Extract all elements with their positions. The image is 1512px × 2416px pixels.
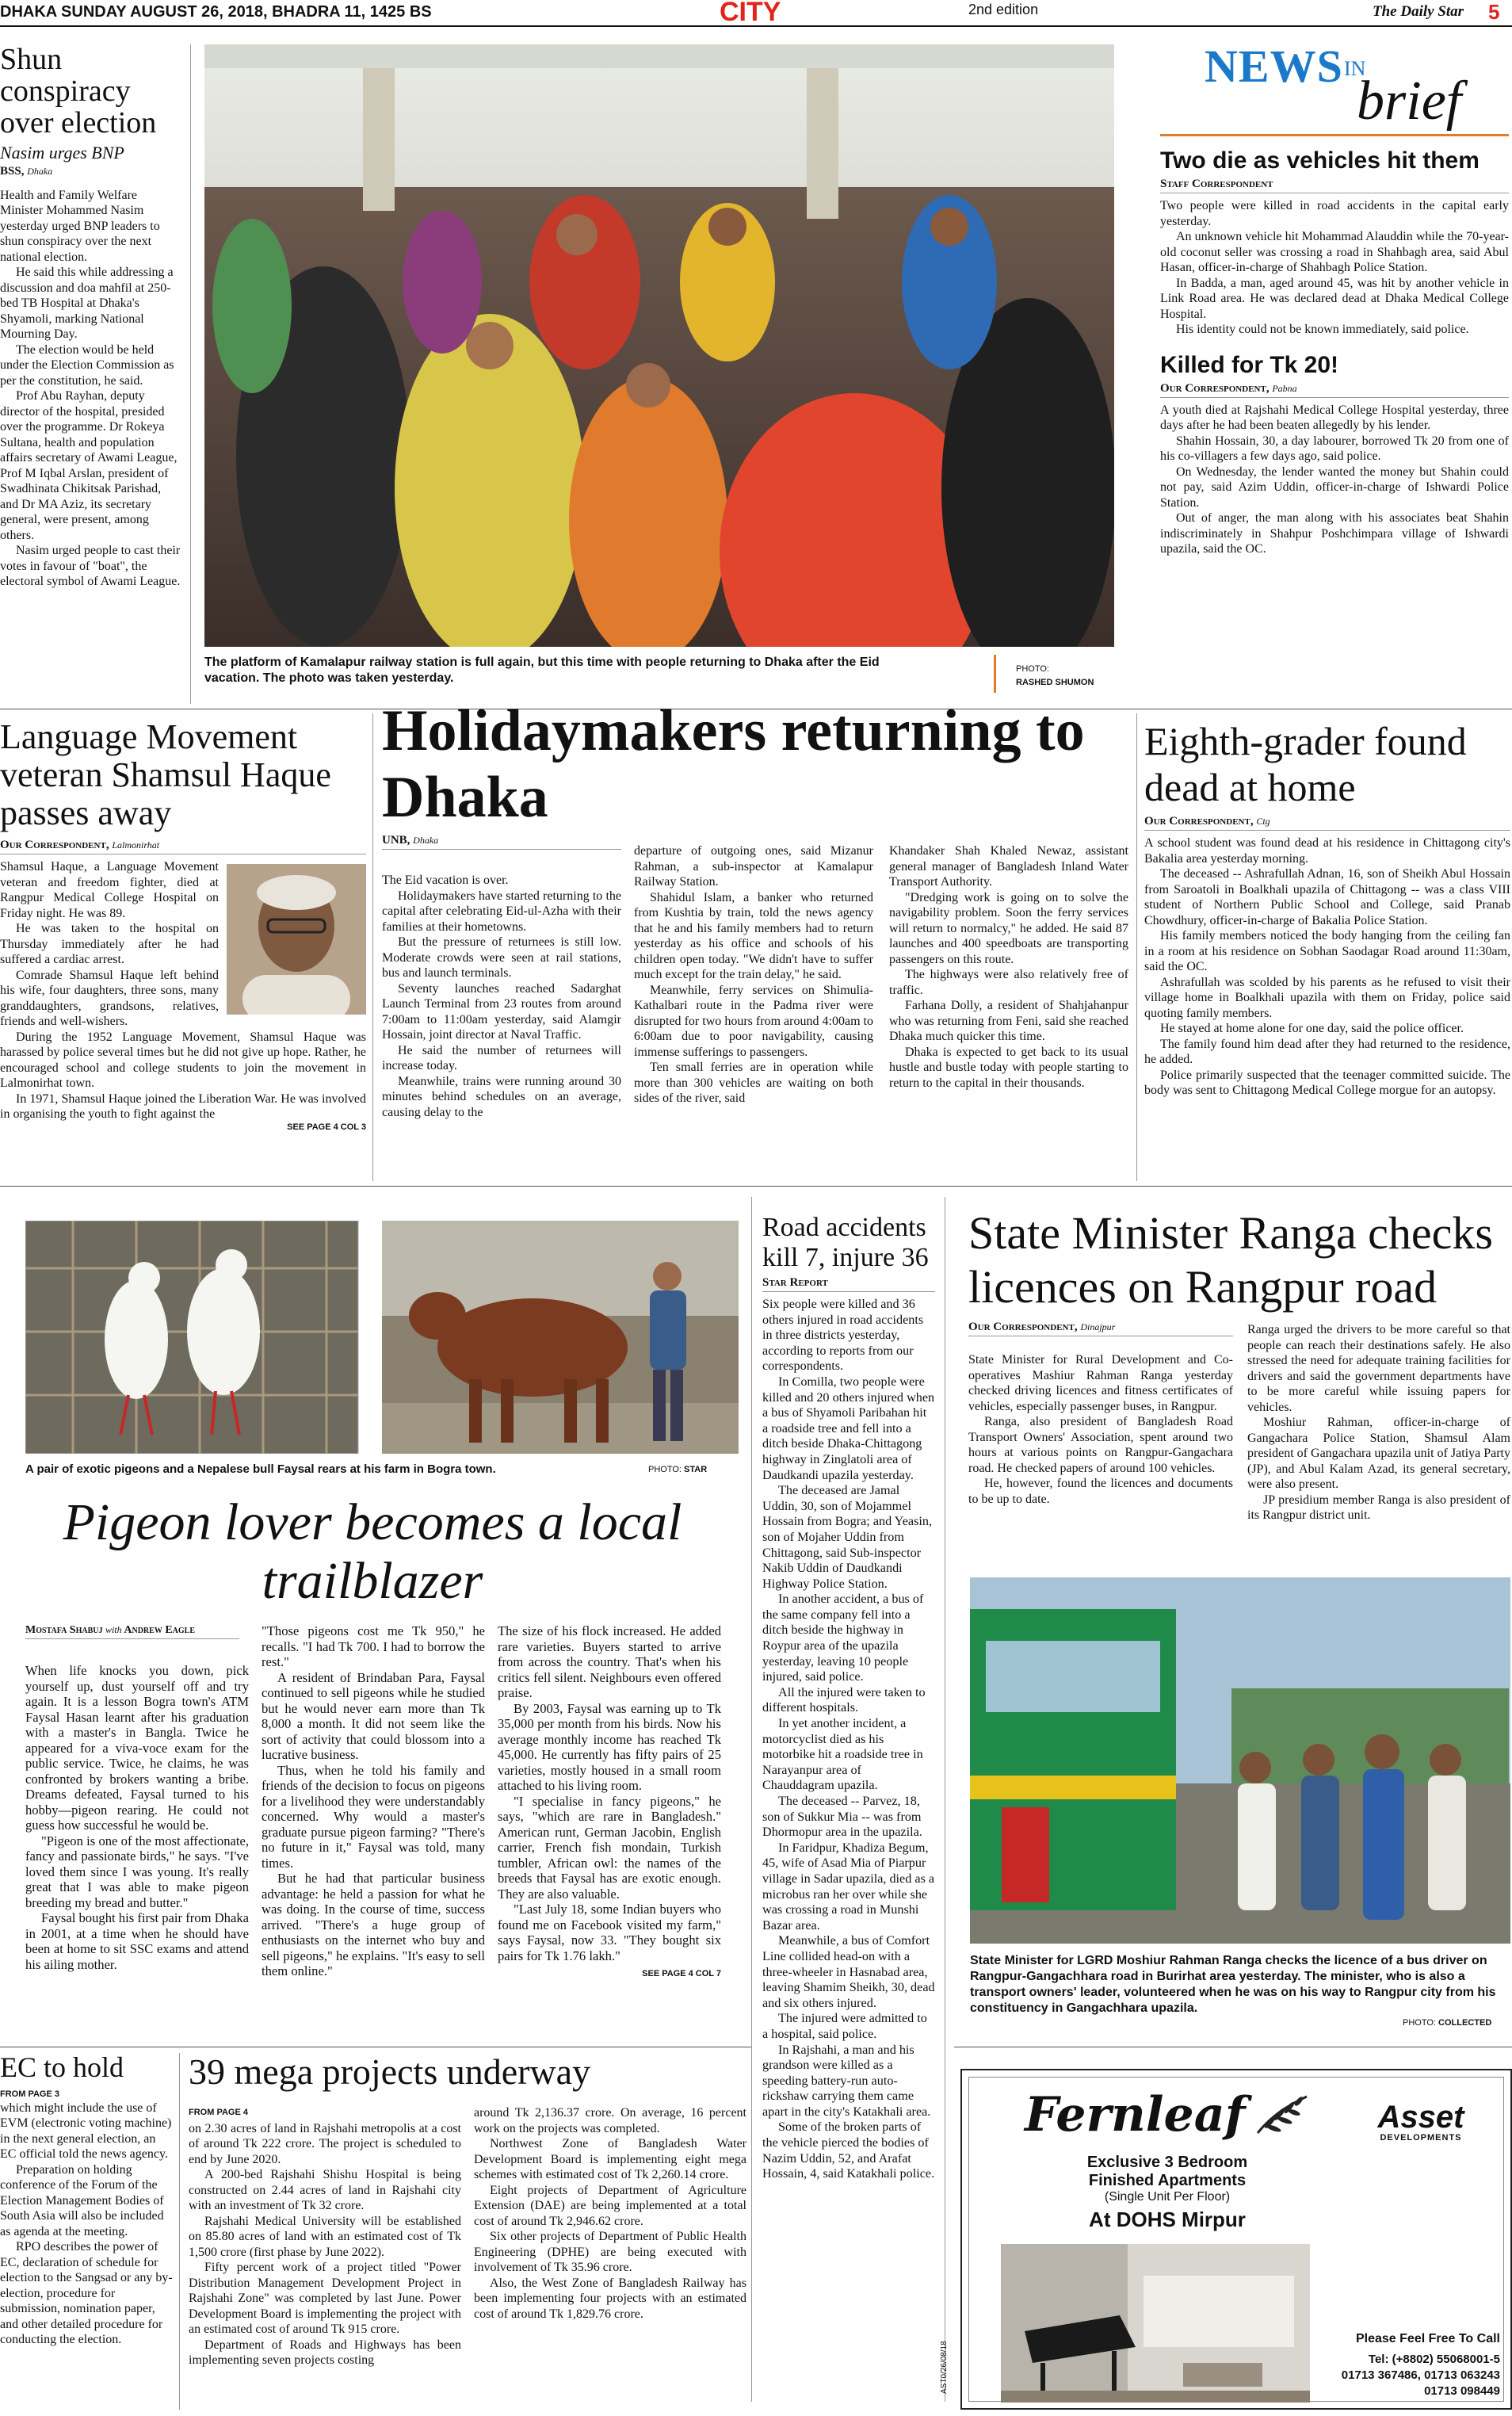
story-ec-to-hold bbox=[0, 2053, 174, 2348]
story-road-accidents bbox=[762, 1213, 935, 2182]
ad-offer: Exclusive 3 Bedroom Finished Apartments (Single Unit Per Floor) At DOHS Mirpur bbox=[1086, 2154, 1248, 2231]
ranga-col-2: Ranga urged the drivers to be more careful so that people can reach their destinations safely. He also stressed the need for adequate training facilities for drivers and said the government departments have to be more careful while issuing papers for vehicles. Moshiur Rahman, officer-in-charge of Gangachara Police Station, Shamsul Alam president of Gangachara upazila unit of Jatiya Party (JP), and Abul Kalam Azad, its general secretary, were also present. JP presidium member Ranga is also president of its Rangpur district unit. bbox=[1247, 1323, 1510, 1522]
byline: Star Report bbox=[762, 1276, 935, 1292]
pigeon-byline: Mostafa Shabuj with Andrew Eagle bbox=[25, 1623, 239, 1639]
see-page[interactable]: SEE PAGE 4 COL 3 bbox=[287, 1122, 366, 1132]
brief-item: Killed for Tk 20! Our Correspondent, Pabna A youth died at Rajshahi Medical College Hospital yesterday, three days after he had been beaten allegedly by his lender. Shahin Hossain, 30, a day labourer, borrowed Tk 20 from one of his co-villagers a few days ago, said police. On Wednesday, the lender wanted the money but Shahin could not pay, said Azim Uddin, officer-in-charge of Ishwardi Police Station. Out of anger, the man along with his associates beat Shahin indiscriminately in Shahpur Poshchimpara village of Ishwardi upazila, said the OC. bbox=[1160, 351, 1509, 556]
story-ranga bbox=[968, 1206, 1512, 1341]
ad-interior-photo bbox=[1001, 2244, 1310, 2403]
ranga-caption: State Minister for LGRD Moshiur Rahman Ranga checks the licence of a bus driver on Rangpur-Gangachhara road in Burirhat area yesterday. The minister, who is also a transport owners' leader, volunteered when he was on his way to Rangpur city from his constituency in Gangachhara upazila. bbox=[970, 1954, 1496, 2015]
story-language-movement bbox=[0, 718, 366, 1132]
brief-headline: Two die as vehicles hit them bbox=[1160, 147, 1480, 174]
ad-code: AST0/26/08/18 bbox=[940, 2341, 949, 2394]
pigeon-headline: Pigeon lover becomes a local trailblazer bbox=[63, 1493, 682, 1610]
holiday-col-2: departure of outgoing ones, said Mizanur Rahman, a sub-inspector at Kamalapur Railway Station. Shahidul Islam, a banker who returned from Kushtia by train, told the news agency that he and his family members had to return yesterday as his office and schools of his children open today. "We didn't have to suffer much except for the train delay," he said. Meanwhile, ferry services on Shimulia-Kathalbari route in the Padma river were disrupted for two hours from around 4:00am to 6:00am due to poor navigability, causing immense sufferings to passengers. Ten small ferries are in operation while more than 300 vehicles are waiting on both sides of the river, said bbox=[634, 844, 873, 1105]
brief-headline: Killed for Tk 20! bbox=[1160, 351, 1339, 378]
pigeon-col-1: When life knocks you down, pick yourself up, dust yourself off and try again. It is a lesson Bogra town's ATM Faysal Hasan learnt after his graduation with a master's in Bangla. Twice he appeared for a viva-voce exam for the public service. Twice, he claims, he was confronted by brokers wanting a bribe. Dreams defeated, Faysal turned to his hobby—pigeon rearing. He could not guess how successful he would be. "Pigeon is one of the most affectionate, fancy and passionate birds," he says. "I've loved them since I was young. It's really great that I was able to make pigeon breeding my bread and butter." Faysal bought his first pair from Dhaka in 2001, at a time when he should have been at home to sit SSC exams and attend his ailing mother. bbox=[25, 1663, 249, 1972]
brief-byline: Staff Correspondent bbox=[1160, 178, 1509, 193]
pigeon-bull-image bbox=[25, 1221, 739, 1454]
news-in-brief bbox=[1160, 35, 1509, 557]
body: which might include the use of EVM (electronic voting machine) in the next general election, an EC official told the news agency. Preparation on holding conference of the Forum of the Election Management Bodies of South Asia will also be included as agenda at the meeting. RPO describes the power of EC, declaration of schedule for election to the Sangsad or any by-election, procedure for submission, nomination paper, and other detailed procedure for conducting the election. bbox=[0, 2101, 173, 2347]
piano-room-image bbox=[1001, 2244, 1310, 2403]
holiday-col-1: The Eid vacation is over. Holidaymakers have started returning to the capital after celebrating Eid-ul-Azha with their families at their hometowns. But the pressure of returnees is still low. Moderate crowds were seen at rail stations, bus and launch terminals. Seventy launches reached Sadarghat Launch Terminal from 23 routes from around 7:00am to 11:00am yesterday, said Alamgir Hossain, joint director at Naval Traffic. He said the number of returnees will increase today. Meanwhile, trains were running around 30 minutes behind schedules on an average, causing delay to the bbox=[382, 874, 621, 1119]
body: Shamsul Haque, a Language Movement veteran and freedom fighter, died at Rangpur Medical College Hospital on Friday night. He was 89. He was taken to the hospital on Thursday immediately after he had suffered a cardiac arrest. Comrade Shamsul Haque left behind his wife, four daughters, three sons, many granddaughters, grandsons, relatives, friends and well-wishers. During the 1952 Language Movement, Shamsul Haque was harassed by police several times but he did not give up hope. Rather, he encouraged school and college students to join the movement in Lalmonirhat town. In 1971, Shamsul Haque joined the Liberation War. He was involved in organising the youth to fight against the bbox=[0, 860, 366, 1121]
ranga-col-1: State Minister for Rural Development and Co-operatives Mashiur Rahman Ranga yesterday checked driving licences and fitness certificates of vehicles, especially passenger buses, in Rangpur. Ranga, also president of Bangladesh Road Transport Owners' Association, spent around two hours at various points on Rangpur-Gangachara road. He checked papers of around 100 vehicles. He, however, found the licences and documents to be up to date. bbox=[968, 1353, 1233, 1506]
see-page[interactable]: SEE PAGE 4 COL 7 bbox=[642, 1969, 721, 1978]
lead-photo-caption: The platform of Kamalapur railway station is full again, but this time with people returning to Dhaka after the Eid vacation. The photo was taken yesterday. bbox=[204, 656, 880, 685]
mega-headline: 39 mega projects underway bbox=[189, 2051, 591, 2092]
portrait-image bbox=[227, 864, 366, 1015]
headline: Language Movement veteran Shamsul Haque passes away bbox=[0, 717, 331, 832]
ad-contact: Please Feel Free To Call Tel: (+8802) 55068001-5 01713 367486, 01713 063243 01713 098449 bbox=[1341, 2332, 1500, 2398]
crowd-image bbox=[204, 44, 1114, 647]
fernleaf-ad[interactable] bbox=[960, 2069, 1512, 2410]
ranga-credit: PHOTO: COLLECTED bbox=[1403, 2018, 1492, 2028]
body: Six people were killed and 36 others injured in road accidents in three districts yesterday, according to reports from our correspondents. In Comilla, two people were killed and 20 others injured when a bus of Shyamoli Paribahan hit a roadside tree and fell into a ditch beside Dhaka-Chittagong highway in Zinglatoli area of Daudkandi upazila yesterday. The deceased are Jamal Uddin, 30, son of Mojammel Hossain from Bogra; and Yeasin, son of Mojaher Uddin from Chittagong, said Sub-inspector Nakib Uddin of Daudkandi Highway Police Station. In another accident, a bus of the same company fell into a ditch beside the highway in Roypur area of the upazila yesterday, leaving 10 people injured, said police. All the injured were taken to different hospitals. In yet another incident, a motorcyclist died as his motorbike hit a roadside tree in Narayanpur area of Chauddagram upazila. The deceased -- Parvez, 18, son of Sukkur Mia -- was from Dhormopur area in the upazila. In Faridpur, Khadiza Begum, 45, wife of Asad Mia of Piarpur village in Sadar upazila, died as a microbus ran her over while she was crossing a road in Munshi Bazar area. Meanwhile, a bus of Comfort Line collided head-on with a three-wheeler in Hasnabad area, leaving Shamim Sheikh, 30, dead and six others injured. The injured were admitted to a hospital, said police. In Rajshahi, a man and his grandson were killed as a speeding battery-run auto-rickshaw carrying them came apart in the city's Katakhali area. Some of the broken parts of the vehicle pierced the bodies of Nazim Uddin, 52, and Arafat Hossain, 4, said Katakhali police. bbox=[762, 1297, 935, 2181]
body: A school student was found dead at his residence in Chittagong city's Bakalia area yesterday morning. The deceased -- Ashrafullah Adnan, 16, son of Sheikh Abul Hossain from Saroatoli in Boalkhali upazila of Chittagong -- was a class VIII student of Northern Public School and College, said Pranab Chowdhury, officer-in-charge of Bakalia Police Station. His family members noticed the body hanging from the ceiling fan in a room at his residence on Sobhan Saodagar Road around 11:30am, said the OC. Ashrafullah was scolded by his parents as he refused to visit their village home in Boalkhali upazila with them on Friday, police said quoting family members. He stayed at home alone for one day, said the police officer. The family found him dead after they had returned to the residence, he added. Police primarily suspected that the teenager committed suicide. The body was sent to Chittagong Medical College morgue for an autopsy. bbox=[1144, 836, 1510, 1097]
portrait-photo bbox=[227, 864, 366, 1015]
story-eighth-grader bbox=[1144, 718, 1510, 1099]
dateline: DHAKA SUNDAY AUGUST 26, 2018, BHADRA 11, 1425 BS bbox=[0, 3, 432, 21]
ad-developer-logo: Asset DEVELOPMENTS bbox=[1377, 2100, 1464, 2143]
holiday-col-3: Khandaker Shah Khaled Newaz, assistant general manager of Bangladesh Inland Water Transport Authority. "Dredging work is going on to solve the navigability problem. Soon the ferry services will return to normalcy," he added. He said 87 launches and 400 speedboats are transporting passengers on this route. The highways were also relatively free of traffic. Farhana Dolly, a resident of Shahjahanpur who was returning from Feni, said she reached Dhaka much quicker this time. Dhaka is expected to get back to its usual hustle and bustle today with people starting to return to the capital in their thousands. bbox=[889, 844, 1128, 1090]
brief-byline: Our Correspondent, Pabna bbox=[1160, 382, 1509, 398]
pigeon-col-2: "Those pigeons cost me Tk 950," he recalls. "I had Tk 700. I had to borrow the rest." A resident of Brindaban Para, Faysal continued to sell pigeons while he studied but he would never earn more than Tk 8,000 a month. It did not seem like the sort of activity that could blossom into a lucrative business. Thus, when he told his family and friends of the decision to focus on pigeons for a livelihood they were understandably concerned. Why would a master's graduate pursue pigeon farming? "There's no future in it," Faysal was told, many times. But he had that particular business advantage: he held a passion for what he was doing. In the course of time, success arrived. "There's a huge group of enthusiasts on the internet who buy and sell pigeons," he explains. "It's easy to sell them online." bbox=[262, 1623, 485, 1978]
headline: State Minister Ranga checks licences on Rangpur road bbox=[968, 1207, 1493, 1313]
byline: Our Correspondent, Ctg bbox=[1144, 815, 1510, 831]
ad-brand: Fernleaf bbox=[1025, 2087, 1246, 2143]
headline: Road accidents kill 7, injure 36 bbox=[762, 1213, 929, 1272]
pigeon-col-3: The size of his flock increased. He added rare varieties. Buyers started to arrive from across the country. That's when his critics fell silent. Neighbours even offered praise. By 2003, Faysal was earning up to Tk 35,000 per month from his birds. Now his average monthly income has reached Tk 45,000. He currently has fifty pairs of 25 varieties, mostly housed in a small room attached to his living room. "I specialise in fancy pigeons," he says, "which are rare in Bangladesh." American runt, German Jacobin, English carrier, French fish mondain, Turkish tumbler, African owl: the names of the breeds that Faysal has are exotic enough. They are also valuable. "Last July 18, some Indian buyers who found me on Facebook visited my farm," says Faysal, now 33. "They bought six pairs for Tk 1.76 lakh." SEE PAGE 4 COL 7 bbox=[498, 1623, 721, 1982]
byline: UNB, Dhaka bbox=[382, 834, 621, 850]
jump-from: FROM PAGE 3 bbox=[0, 2089, 59, 2099]
byline: Our Correspondent, Dinajpur bbox=[968, 1321, 1233, 1336]
mega-col-2: around Tk 2,136.37 crore. On average, 16 percent work on the projects was completed. Northwest Zone of Bangladesh Water Development Board is implementing eight mega schemes with estimated cost of Tk 2,260.14 crore. Eight projects of Department of Agriculture Extension (DAE) are being implemented at a total cost of around Tk 2,946.62 crore. Six other projects of Department of Public Health Engineering (DPHE) are being executed with involvement of Tk 35.96 crore. Also, the West Zone of Bangladesh Railway has been implementing four projects with an estimated cost of around Tk 1,829.76 crore. bbox=[474, 2106, 746, 2321]
ad-inner bbox=[968, 2077, 1504, 2402]
brief-item: Two die as vehicles hit them Staff Correspondent Two people were killed in road accidents in the capital early yesterday. An unknown vehicle hit Mohammad Alauddin while the 70-year-old coconut seller was crossing a road in Shahbagh area, said Abul Hasan, officer-in-charge of Shahbagh Police Station. In Badda, a man, aged around 45, was hit by another vehicle in Link Road area. He was declared dead at Dhaka Medical College Hospital. His identity could not be known immediately, said police. bbox=[1160, 147, 1509, 336]
pigeon-caption: A pair of exotic pigeons and a Nepalese bull Faysal rears at his farm in Bogra town. bbox=[25, 1462, 496, 1476]
headline: Eighth-grader found dead at home bbox=[1144, 719, 1467, 809]
section-name: CITY bbox=[720, 0, 781, 27]
story-shun-conspiracy bbox=[0, 44, 182, 590]
headline: EC to hold bbox=[0, 2051, 124, 2083]
mega-col-1: FROM PAGE 4 on 2.30 acres of land in Rajshahi metropolis at a cost of around Tk 222 crore. The project is scheduled to end by June 2020. A 200-bed Rajshahi Shishu Hospital is being constructed on 2.44 acres of land in Rajshahi city with an investment of Tk 32 crore. Rajshahi Medical University will be established on 85.80 acres of land with an estimated cost of Tk 1,500 crore (first phase by June 2022). Fifty percent work of a project titled "Power Distribution Management Development Project in Rajshahi Zone" was completed by last June. Power Development Board is implementing the project with an estimated cost of around Tk 915 crore. Department of Roads and Highways has been implementing seven projects costing bbox=[189, 2105, 461, 2368]
body: Health and Family Welfare Minister Mohammed Nasim yesterday urged BNP leaders to shun conspiracy over the next national election. He said this while addressing a discussion and doa mahfil at 250-bed TB Hospital at Dhaka's Shyamoli, marking National Mourning Day. The election would be held under the Election Commission as per the constitution, he said. Prof Abu Rayhan, deputy director of the hospital, presided over the programme. Dr Rokeya Sultana, health and population affairs secretary of Awami League, Prof M Iqbal Arslan, president of Swadhinata Chikitsak Parishad, and Dr MA Aziz, its secretary general, were present, among others. Nasim urged people to cast their votes in favour of "boat", the electoral symbol of Awami League. bbox=[0, 188, 181, 589]
pigeon-photos bbox=[25, 1221, 739, 1454]
story-holidaymakers bbox=[382, 698, 1151, 854]
lead-photo-credit: PHOTO: RASHED SHUMON bbox=[1016, 664, 1094, 687]
headline: Holidaymakers returning to Dhaka bbox=[382, 698, 1085, 830]
edition: 2nd edition bbox=[968, 2, 1039, 17]
byline: BSS, Dhaka bbox=[0, 164, 53, 178]
bus-check-image bbox=[970, 1577, 1510, 1944]
byline: Our Correspondent, Lalmonirhat bbox=[0, 839, 366, 854]
subhead: Nasim urges BNP bbox=[0, 142, 124, 162]
ranga-photo bbox=[970, 1577, 1510, 1944]
fern-icon bbox=[1254, 2093, 1310, 2138]
headline: Shun conspiracy over election bbox=[0, 43, 157, 140]
pigeon-credit: PHOTO: STAR bbox=[648, 1465, 708, 1474]
paper-logo: The Daily Star bbox=[1373, 3, 1464, 20]
page-number: 5 bbox=[1488, 0, 1500, 24]
jump-from: FROM PAGE 4 bbox=[189, 2108, 248, 2117]
masthead bbox=[0, 0, 1512, 27]
brief-title: NEWS IN brief bbox=[1160, 35, 1509, 136]
lead-photo bbox=[204, 44, 1114, 647]
